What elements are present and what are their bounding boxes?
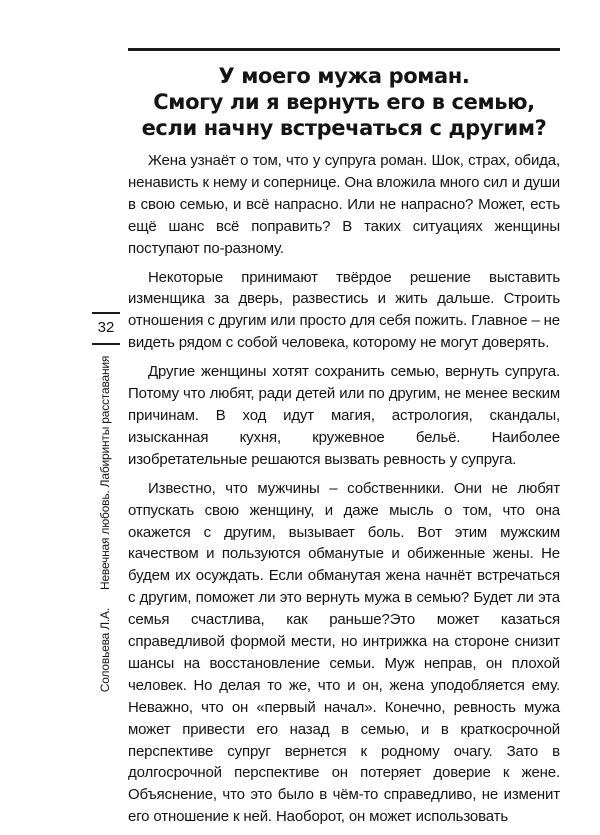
page-number-rule-top: [92, 312, 120, 314]
paragraph: Некоторые принимают твёрдое решение выставить изменщика за дверь, развестись и жить дальше. Строить отношения с другим или просто для себя пожить. Главное – не видеть рядом с собой человека, которому не могут доверять.: [128, 268, 560, 352]
running-head-author: Соловьева Л.А.: [98, 608, 112, 693]
paragraph: Известно, что мужчины – собственники. Они не любят отпускать свою женщину, и даже мысль о том, что она окажется с другим, вызывает боль. Вот этим мужским качеством и пользуются обманутые и обиженные жены. Не будем их осуждать. Если обманутая жена начнёт встречаться с другим, поможет ли это вернуть мужа в семью? Будет ли эта семья счастлива, как раньше?Это может казаться справедливой формой мести, но интрижка на стороне снизит шансы на восстановление семьи. Муж неправ, он плохой человек. Но делая то же, что и он, жена уподобляется ему. Неважно, что он «первый начал». Конечно, ревность мужа может привести его назад в семью, и в краткосрочной перспективе супруг вернется к родному очагу. Зато в долгосрочной перспективе он потеряет доверие к жене. Объяснение, что это было в чём-то справедливо, не изменит его отношение к ней. Наоборот, он может использовать: [128, 479, 560, 826]
article-body: [128, 150, 560, 835]
title-line: Смогу ли я вернуть его в семью,: [153, 90, 535, 114]
running-head: [98, 338, 112, 692]
title-line: У моего мужа роман.: [218, 64, 470, 88]
running-head-book-title: Невечная любовь. Лабиринты расставания: [98, 355, 112, 591]
title-line: если начну встречаться с другим?: [141, 116, 547, 140]
page-number: 32: [97, 319, 115, 336]
top-rule: [128, 48, 560, 51]
article-title: [128, 63, 560, 141]
paragraph: Жена узнаёт о том, что у супруга роман. Шок, страх, обида, ненависть к нему и сопернице. Она вложила много сил и души в свою семью, и всё напрасно. Или не напрасно? Может, есть ещё шанс всё поправить? В таких ситуациях женщины поступают по-разному.: [128, 152, 560, 257]
paragraph: Другие женщины хотят сохранить семью, вернуть супруга. Потому что любят, ради детей или по другим, не менее веским причинам. В ход идут магия, астрология, скандалы, изысканная кухня, кружевное бельё. Наиболее изобретательные решаются вызвать ревность у супруга.: [128, 363, 560, 468]
